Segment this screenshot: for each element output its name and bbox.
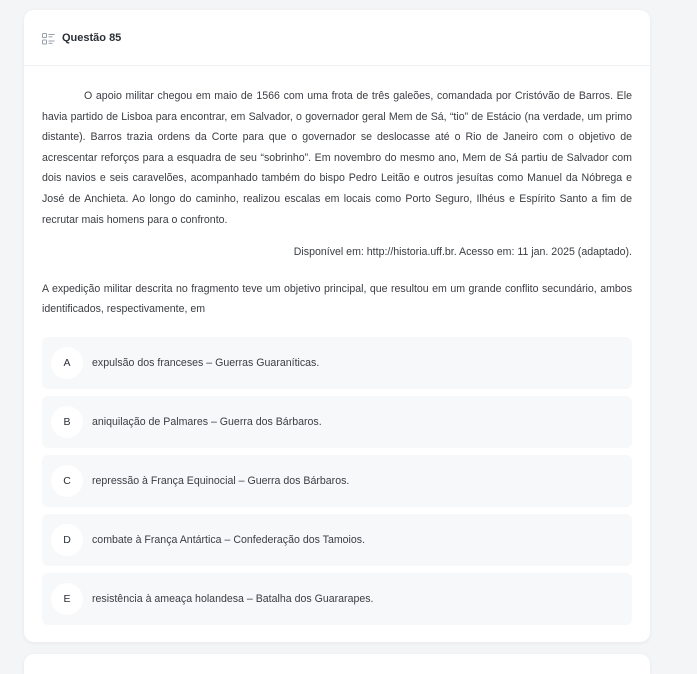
question-prompt: A expedição militar descrita no fragmento teve um objetivo principal, que resultou em um grande conflito secundário, ambos identificados, respectivamente, em (42, 283, 632, 316)
option-a[interactable] (42, 337, 632, 389)
question-card (24, 10, 650, 642)
answer-options (42, 337, 632, 625)
option-d[interactable] (42, 514, 632, 566)
option-letter: C (51, 465, 83, 497)
question-title: Questão 85 (62, 31, 122, 44)
option-text: combate à França Antártica – Confederação dos Tamoios. (92, 534, 366, 547)
option-letter: B (51, 406, 83, 438)
option-text: aniquilação de Palmares – Guerra dos Bárbaros. (92, 416, 322, 429)
option-c[interactable] (42, 455, 632, 507)
option-letter: D (51, 524, 83, 556)
passage-source: Disponível em: http://historia.uff.br. Acesso em: 11 jan. 2025 (adaptado). (293, 246, 632, 259)
question-passage: O apoio militar chegou em maio de 1566 com uma frota de três galeões, comandada por Cristóvão de Barros. Ele havia partido de Lisboa para encontrar, em Salvador, o governador geral Mem de Sá, “tio” de Estácio (na verdade, um primo distante). Barros trazia ordens da Corte para que o governador se deslocasse até o Rio de Janeiro com o objetivo de acrescentar reforços para a esquadra de seu “sobrinho”. Em novembro do mesmo ano, Mem de Sá partiu de Salvador com dois navios e seis caravelões, acompanhado também do bispo Pedro Leitão e outros jesuítas como Manuel da Nóbrega e José de Anchieta. Ao longo do caminho, realizou escalas em locais como Porto Seguro, Ilhéus e Espírito Santo a fim de recrutar mais homens para o confronto. (42, 90, 632, 226)
option-e[interactable] (42, 573, 632, 625)
option-text: repressão à França Equinocial – Guerra dos Bárbaros. (92, 475, 350, 488)
option-letter: E (51, 583, 83, 615)
option-letter: A (51, 347, 83, 379)
option-b[interactable] (42, 396, 632, 448)
option-text: expulsão dos franceses – Guerras Guaraníticas. (92, 357, 320, 370)
question-header (24, 10, 650, 66)
next-question-card (24, 654, 650, 674)
option-text: resistência à ameaça holandesa – Batalha dos Guararapes. (92, 593, 374, 606)
list-icon (42, 32, 55, 44)
